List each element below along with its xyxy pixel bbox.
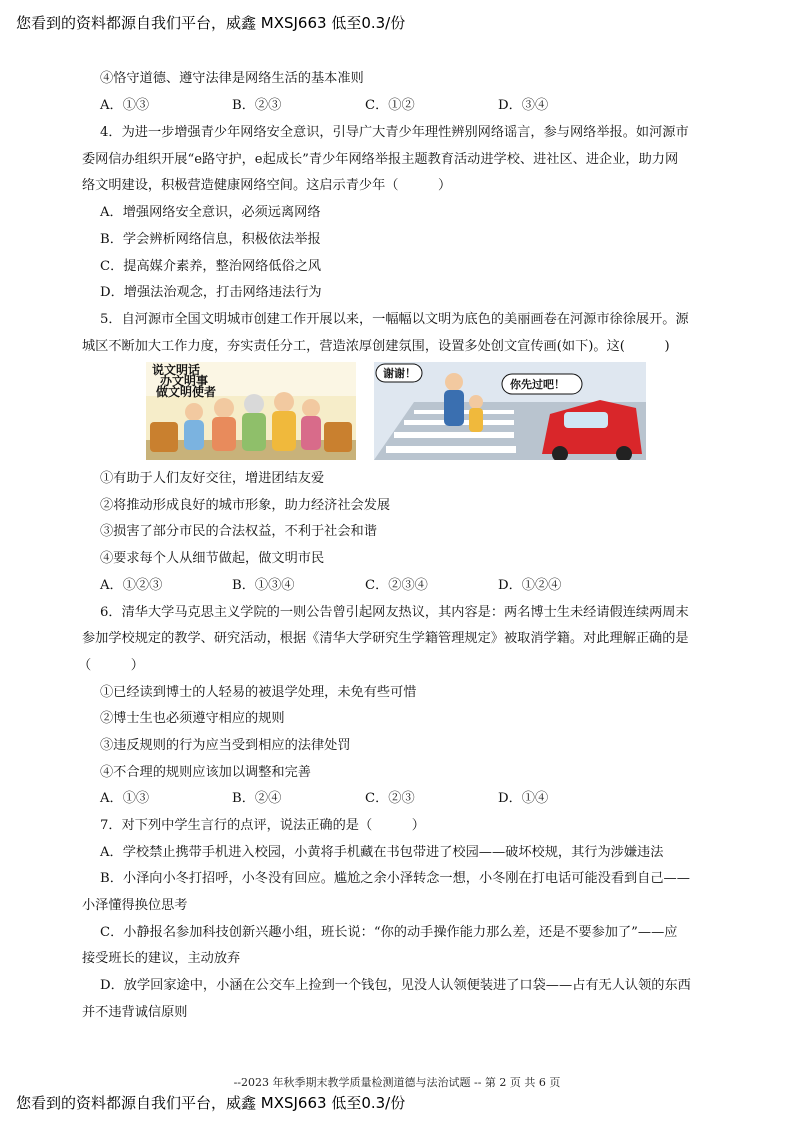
option-line: ①已经读到博士的人轻易的被退学处理，未免有些可惜 [100,685,417,700]
answer-choice: 小泽懂得换位思考 [82,898,188,913]
question-text: （ ） [78,658,144,673]
answer-choice: A．增强网络安全意识，必须远离网络 [100,205,321,220]
answer-choice: C．②③ [365,791,415,806]
crosswalk-poster-right [374,362,646,460]
answer-choice: D．①②④ [498,578,562,593]
answer-choice: B．②④ [232,791,282,806]
option-line: ①有助于人们友好交往，增进团结友爱 [100,471,325,486]
option-line: ④不合理的规则应该加以调整和完善 [100,765,311,780]
question-text: 参加学校规定的教学、研究活动，根据《清华大学研究生学籍管理规定》被取消学籍。对此理解正确的是 [82,631,689,646]
question-text: 委网信办组织开展“e路守护，e起成长”青少年网络举报主题教育活动进学校、进社区、进企业，助力网 [82,152,679,167]
question-text: 6．清华大学马克思主义学院的一则公告曾引起网友热议，其内容是：两名博士生未经请假连续两周末 [100,605,689,620]
answer-choice: B．①③④ [232,578,295,593]
question-text: 7．对下列中学生言行的点评，说法正确的是（ ） [100,818,425,833]
answer-choice: 接受班长的建议，主动放弃 [82,951,241,966]
watermark-top: 您看到的资料都源自我们平台，威鑫 MXSJ663 低至0.3/份 [16,14,406,32]
poster-line: 说文明话 [152,363,201,377]
speech-bubble-thanks: 谢谢！ [383,367,416,380]
answer-choice: D．①④ [498,791,549,806]
poster-line: 做文明使者 [156,385,217,399]
answer-choice: C．①② [365,98,415,113]
civilization-poster-left [146,362,356,460]
answer-choice: C．提高媒介素养，整治网络低俗之风 [100,259,322,274]
question-text: 络文明建设，积极营造健康网络空间。这启示青少年（ ） [82,178,452,193]
poster-line: 办文明事 [160,374,209,388]
answer-choice: B．小泽向小冬打招呼，小冬没有回应。尴尬之余小泽转念一想，小冬刚在打电话可能没看到自己—— [100,871,690,886]
answer-choice: C．小静报名参加科技创新兴趣小组，班长说：“你的动手操作能力那么差，还是不要参加了”——应 [100,925,678,940]
answer-choice: D．增强法治观念，打击网络违法行为 [100,285,322,300]
answer-choice: C．②③④ [365,578,428,593]
answer-choice: A．①③ [100,791,150,806]
answer-choice: D．③④ [498,98,549,113]
answer-choice: 并不违背诚信原则 [82,1005,188,1020]
answer-choice: A．①③ [100,98,150,113]
answer-choice: B．②③ [232,98,282,113]
option-line: ③违反规则的行为应当受到相应的法律处罚 [100,738,351,753]
option-line: ④要求每个人从细节做起，做文明市民 [100,551,325,566]
option-line: ④恪守道德、遵守法律是网络生活的基本准则 [100,71,364,86]
speech-bubble-after-you: 你先过吧！ [510,378,565,391]
question-text: 城区不断加大工作力度，夯实责任分工，营造浓厚创建氛围，设置多处创文宣传画(如下)。这( ) [82,339,670,354]
answer-choice: D．放学回家途中，小涵在公交车上捡到一个钱包，见没人认领便装进了口袋——占有无人认领的东西 [100,978,691,993]
watermark-bottom: 您看到的资料都源自我们平台，威鑫 MXSJ663 低至0.3/份 [16,1094,406,1112]
option-line: ②博士生也必须遵守相应的规则 [100,711,285,726]
answer-choice: A．①②③ [100,578,163,593]
option-line: ③损害了部分市民的合法权益，不利于社会和谐 [100,524,377,539]
answer-choice: A．学校禁止携带手机进入校园，小黄将手机藏在书包带进了校园——破坏校规，其行为涉嫌违法 [100,845,664,860]
question-text: 4．为进一步增强青少年网络安全意识，引导广大青少年理性辨别网络谣言，参与网络举报。如河源市 [100,125,689,140]
option-line: ②将推动形成良好的城市形象，助力经济社会发展 [100,498,391,513]
answer-choice: B．学会辨析网络信息，积极依法举报 [100,232,321,247]
page-footer: --2023 年秋季期末教学质量检测道德与法治试题 -- 第 2 页 共 6 页 [233,1076,561,1089]
question-text: 5．自河源市全国文明城市创建工作开展以来，一幅幅以文明为底色的美丽画卷在河源市徐徐展开。源 [100,312,689,327]
